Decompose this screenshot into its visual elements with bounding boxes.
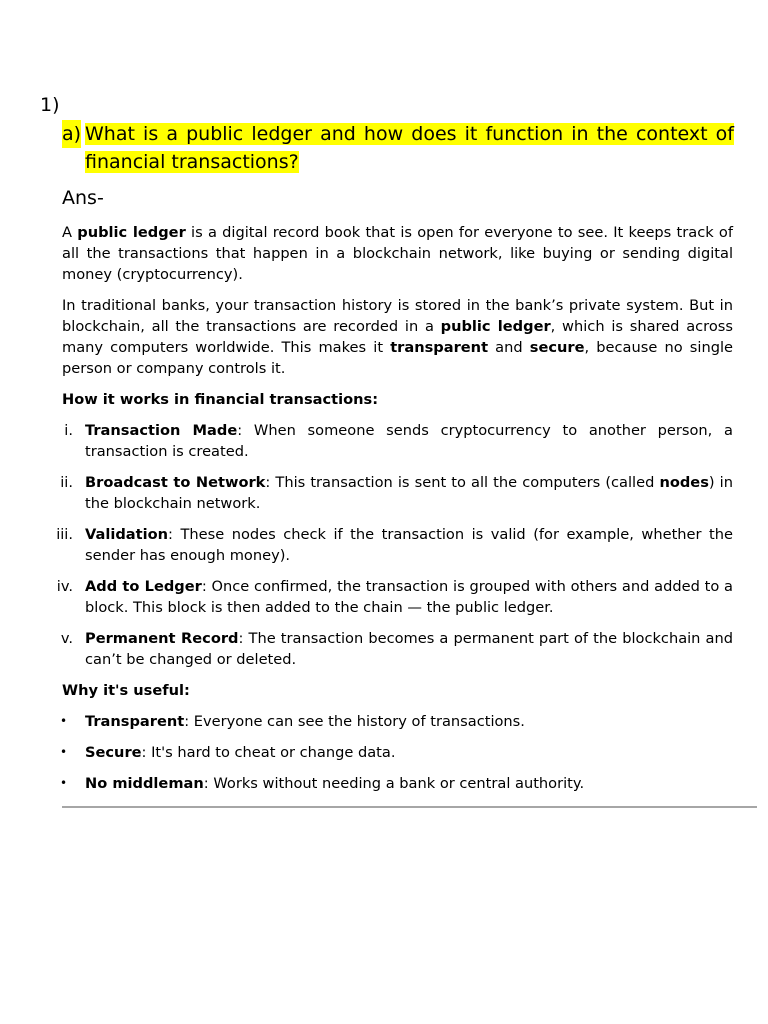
- list-item: i. Transaction Made: When someone sends cryptocurrency to another person, a transaction is created.: [62, 420, 733, 462]
- list-marker: ii.: [60, 474, 73, 491]
- why-useful-heading: Why it's useful:: [62, 682, 190, 699]
- horizontal-rule: [62, 806, 757, 808]
- question-letter: a): [62, 120, 81, 148]
- intro-paragraph-2: In traditional banks, your transaction history is stored in the bank’s private system. But in blockchain, all the transactions are recorded in a public ledger, which is shared across many computers worldwide. This makes it transparent and secure, because no single person or company controls it.: [62, 297, 733, 377]
- bullet-icon: •: [60, 714, 68, 728]
- question-number: 1): [40, 94, 60, 116]
- how-it-works-heading: How it works in financial transactions:: [62, 391, 379, 408]
- intro-paragraph-1: A public ledger is a digital record book that is open for everyone to see. It keeps track of all the transactions that happen in a blockchain network, like buying or sending digital money (cryptocurrency).: [62, 224, 734, 283]
- steps-list: [56, 420, 733, 670]
- list-item: • Secure: It's hard to cheat or change data.: [60, 744, 396, 761]
- answer-content: [56, 222, 734, 804]
- bullet-icon: •: [60, 776, 68, 790]
- answer-label: Ans-: [62, 187, 104, 209]
- list-item: iv. Add to Ledger: Once confirmed, the transaction is grouped with others and added to a block. This block is then added to the chain — the public ledger.: [56, 578, 733, 616]
- question-text-highlight: What is a public ledger and how does it function in the context of financial transactions?: [85, 123, 734, 173]
- list-marker: v.: [60, 630, 73, 647]
- list-item: • Transparent: Everyone can see the history of transactions.: [60, 713, 525, 730]
- list-marker: iii.: [56, 526, 73, 543]
- list-item: ii. Broadcast to Network: This transaction is sent to all the computers (called nodes) in the blockchain network.: [62, 472, 733, 514]
- question: [62, 120, 734, 176]
- list-item: v. Permanent Record: The transaction becomes a permanent part of the blockchain and can’t be changed or deleted.: [62, 628, 733, 670]
- list-item: iii. Validation: These nodes check if the transaction is valid (for example, whether the sender has enough money).: [56, 526, 733, 564]
- bullet-icon: •: [60, 745, 68, 759]
- question-text: [85, 120, 734, 176]
- list-marker: iv.: [56, 578, 73, 595]
- benefits-list: [62, 711, 733, 794]
- list-marker: i.: [64, 422, 73, 439]
- list-item: • No middleman: Works without needing a bank or central authority.: [60, 775, 585, 792]
